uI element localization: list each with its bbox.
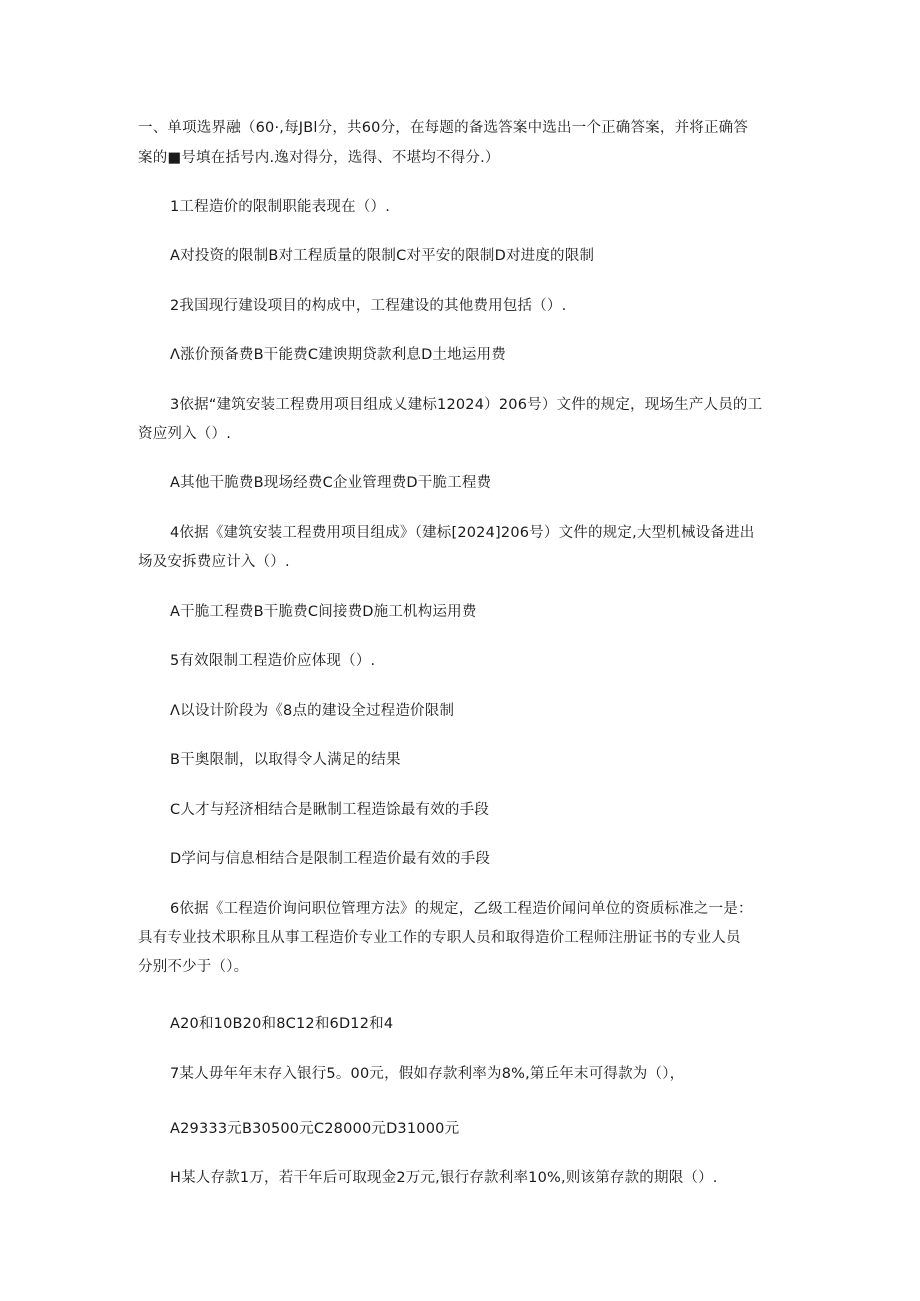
question-6-options: A20和10B20和8C12和6D12和4 bbox=[170, 1016, 394, 1032]
question-1-options: A对投资的限制B对工程质量的限制C对平安的限制D对进度的限制 bbox=[170, 248, 595, 264]
question-7-options: A29333元B30500元C28000元D31000元 bbox=[170, 1121, 460, 1137]
question-5-option-c: C人才与羟济相结合是瞅制工程造馀最有效的手段 bbox=[170, 802, 490, 818]
question-4-stem-line-1: 4依据《建筑安装工程费用项目组成》（建标[2024]206号）文件的规定,大型机械设备进出 bbox=[170, 525, 755, 541]
section-instructions-line-1: 一、单项选界融（60·,每JBl分，共60分，在每题的备选答案中选出一个正确答案，并将正确答 bbox=[138, 120, 749, 136]
question-5-option-d: D学问与信息相结合是限制工程造价最有效的手段 bbox=[170, 851, 491, 867]
question-8-stem: H某人存款1万，若干年后可取现金2万元,银行存款利率10%,则该第存款的期限（）. bbox=[170, 1170, 718, 1186]
question-4-stem-line-2: 场及安拆费应计入（）. bbox=[138, 554, 290, 570]
question-3-stem-line-2: 资应列入（）. bbox=[138, 426, 232, 442]
question-6-stem-line-2: 具有专业技术职称且从事工程造价专业工作的专职人员和取得造价工程师注册证书的专业人员 bbox=[138, 930, 741, 946]
question-2-options: Λ涨价预备费B干能费C建谀期贷款利息D土地运用费 bbox=[170, 347, 506, 363]
question-5-option-b: B干奥限制，以取得令人满足的结果 bbox=[170, 752, 401, 768]
question-3-options: A其他干脆费B现场经费C企业管理费D干脆工程费 bbox=[170, 475, 492, 491]
question-7-stem: 7某人毋年年末存入银行5。00元，假如存款利率为8%,第丘年末可得款为（）， bbox=[170, 1066, 685, 1082]
question-3-stem-line-1: 3依据“建筑安装工程费用项目组成乂建标12024）206号）文件的规定，现场生产人员的工 bbox=[170, 397, 763, 413]
question-6-stem-line-1: 6依据《工程造价询问职位管理方法》的规定，乙级工程造价闻问单位的资质标准之一是： bbox=[170, 901, 753, 917]
section-instructions-line-2: 案的■号填在括号内.逸对得分，选得、不堪均不得分.） bbox=[138, 150, 500, 166]
question-4-options: A干脆工程费B干脆费C间接费D施工机构运用费 bbox=[170, 604, 477, 620]
question-5-option-a: Λ以设计阶段为《8点的建设全过程造价限制 bbox=[170, 703, 455, 719]
question-5-stem: 5有效限制工程造价应体现（）. bbox=[170, 653, 376, 669]
question-2-stem: 2我国现行建设项目的构成中，工程建设的其他费用包括（）. bbox=[170, 298, 567, 314]
question-1-stem: 1工程造价的限制职能表现在（）. bbox=[170, 199, 391, 215]
question-6-stem-line-3: 分别不少于（）。 bbox=[138, 959, 249, 975]
